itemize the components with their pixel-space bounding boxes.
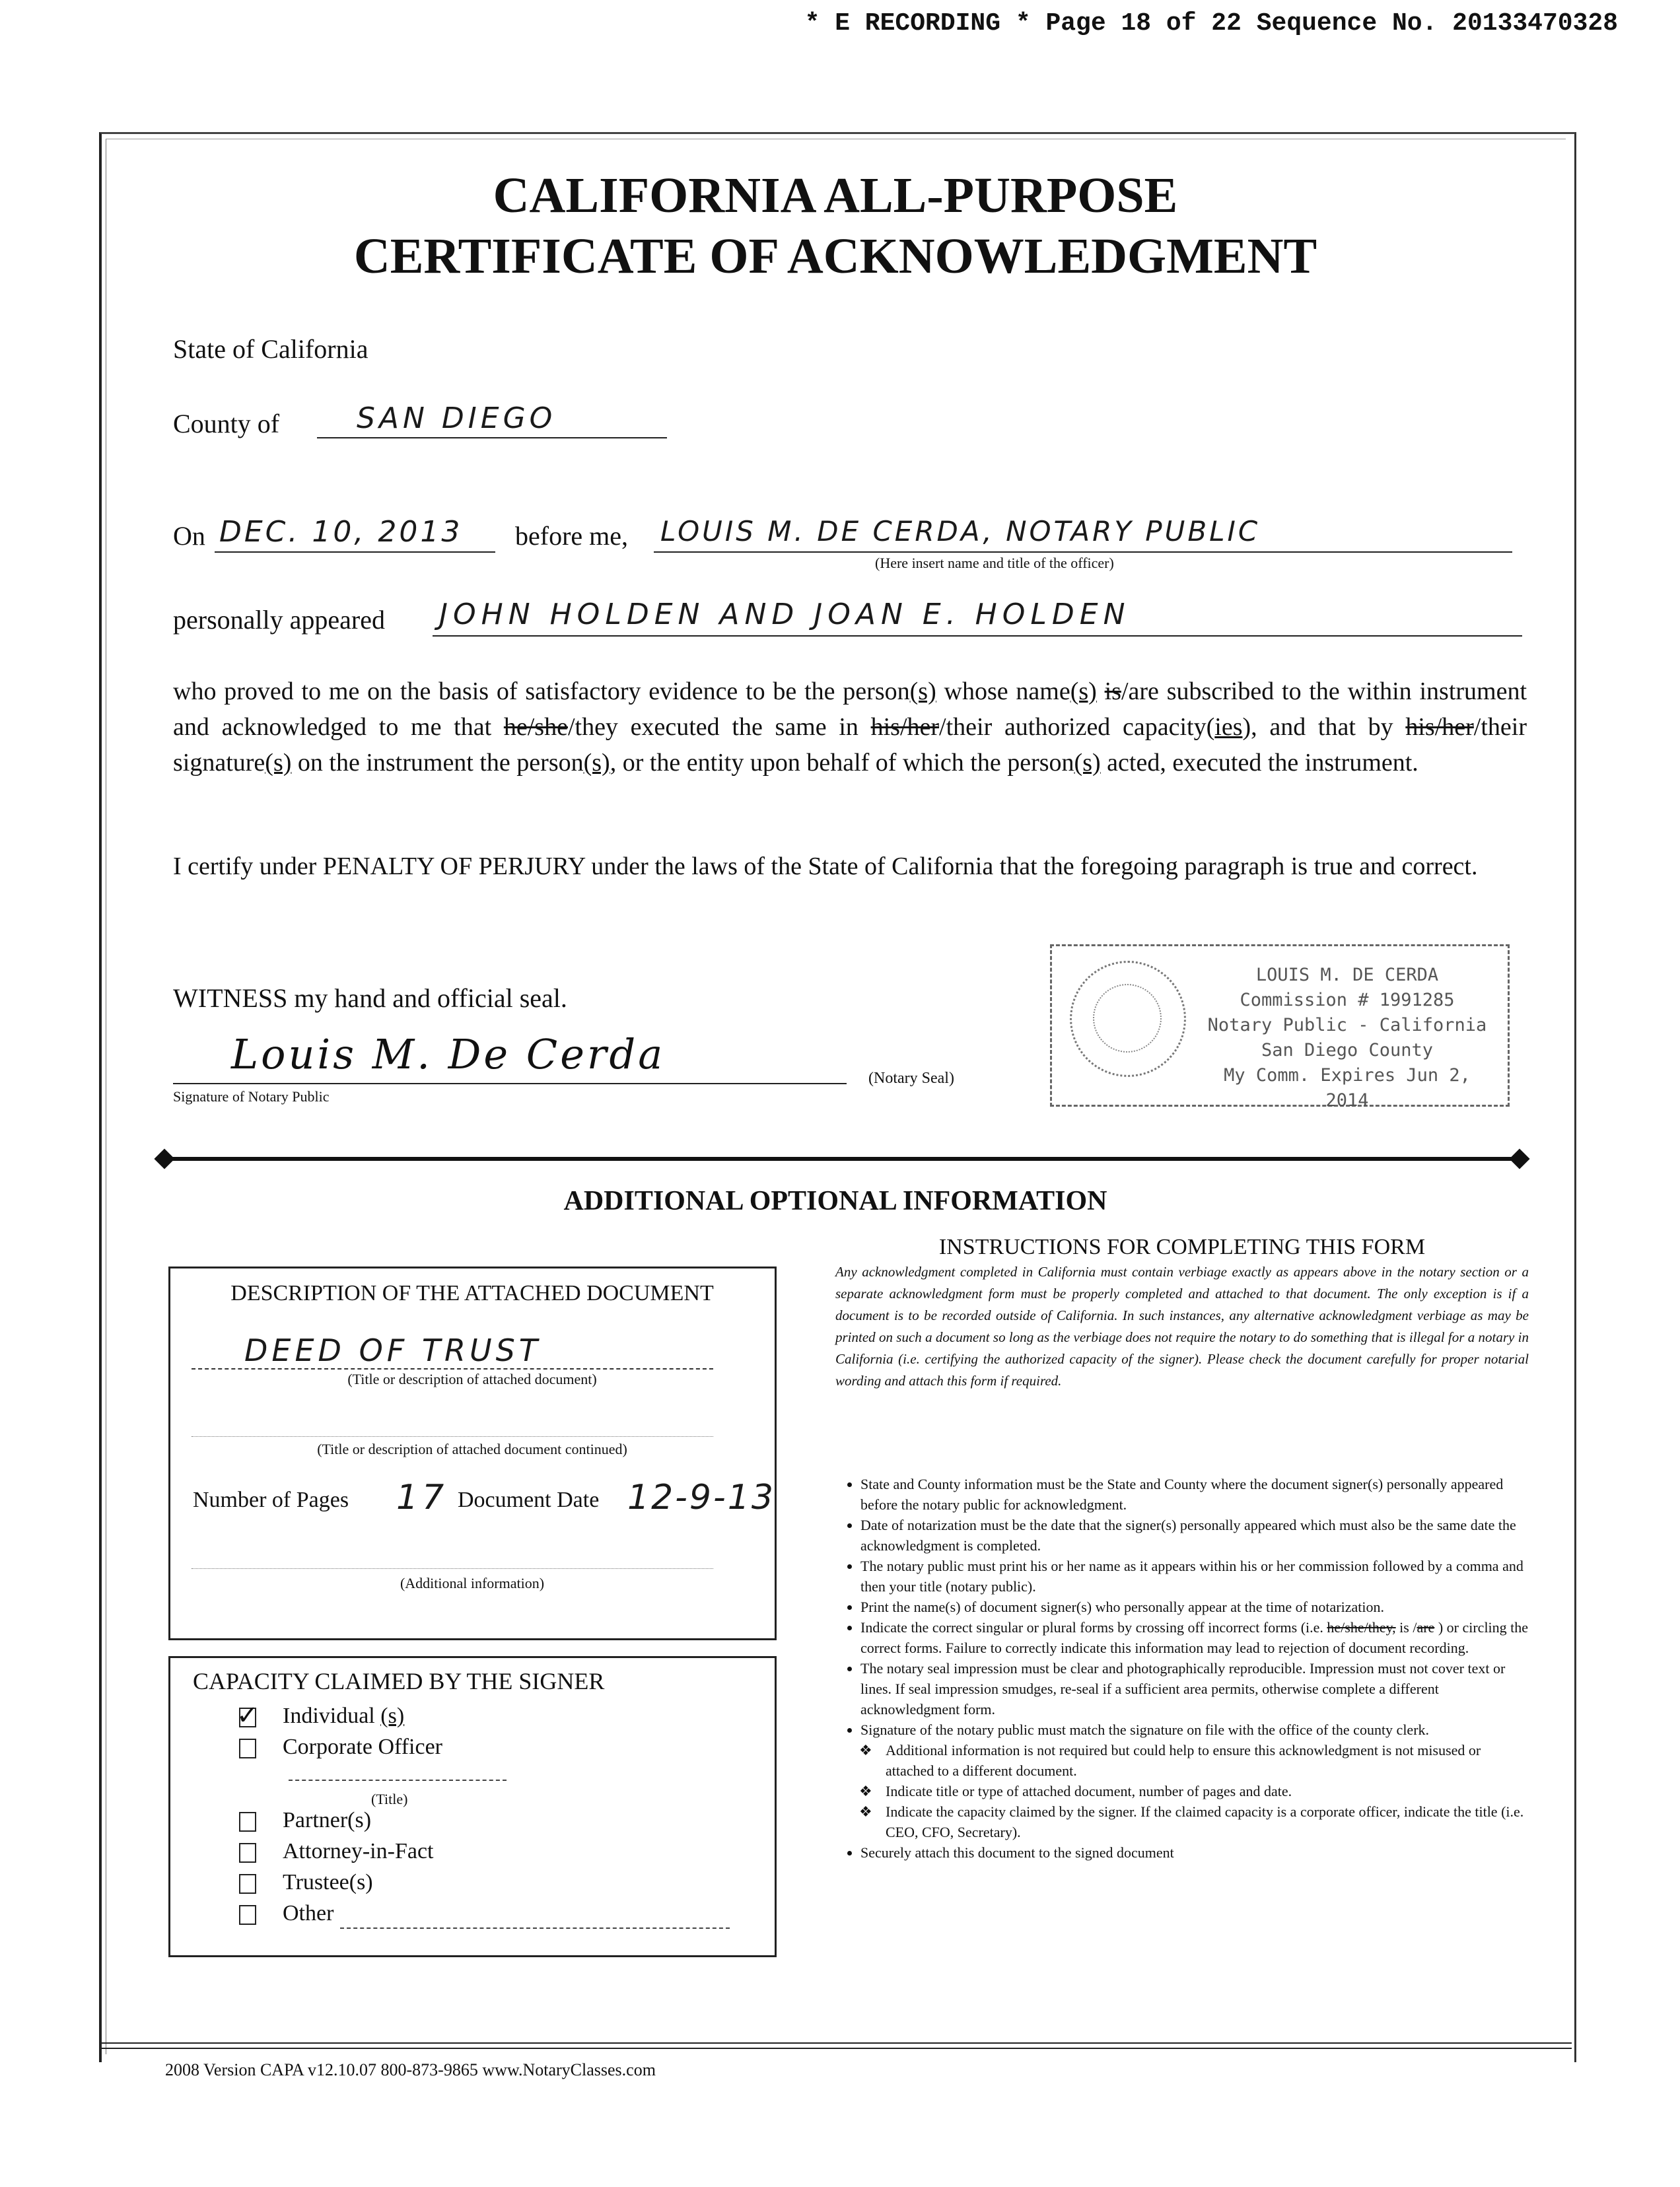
name-s-marked: (s) <box>1070 677 1097 705</box>
his-her-struck-2: his/her <box>1405 713 1474 741</box>
option-attorney[interactable] <box>239 1836 730 1867</box>
instruction-item: • State and County information must be the State and County where the document signer(s) personally appeared before the notary public for acknowledgment. <box>860 1474 1529 1515</box>
instruction-sublist <box>860 1740 1529 1842</box>
date-underline <box>215 551 495 553</box>
capacity-options <box>236 1700 730 1929</box>
additional-info-caption: (Additional information) <box>400 1575 545 1591</box>
bottom-rule <box>99 2042 1572 2049</box>
instruction-item <box>860 1719 1529 1842</box>
doc-title-cont-caption: (Title or description of attached document continued) <box>317 1441 627 1457</box>
on-label: On <box>173 521 205 551</box>
additional-info-underline <box>192 1568 713 1569</box>
other-field[interactable] <box>340 1908 730 1929</box>
his-her-struck: his/her <box>870 713 940 741</box>
partner-label: Partner(s) <box>283 1808 372 1832</box>
description-heading: DESCRIPTION OF THE ATTACHED DOCUMENT <box>230 1281 714 1305</box>
p1-text: /their authorized capacity( <box>939 713 1215 741</box>
instructions-list <box>835 1474 1529 1863</box>
attorney-checkbox[interactable] <box>239 1843 256 1863</box>
corporate-checkbox[interactable] <box>239 1739 256 1758</box>
county-underline <box>317 437 667 438</box>
p1-space <box>1097 677 1105 705</box>
seal-caption: (Notary Seal) <box>868 1070 954 1087</box>
corporate-title-underline <box>289 1780 507 1781</box>
doc-title-underline <box>192 1368 713 1370</box>
option-individual[interactable] <box>236 1700 730 1731</box>
pages-label: Number of Pages <box>193 1488 349 1512</box>
person-s-marked-2: (s) <box>583 749 610 777</box>
instruction-item <box>860 1617 1529 1658</box>
ies-marked: ies <box>1214 713 1243 741</box>
instruction-subitem: ❖ Indicate the capacity claimed by the signer. If the claimed capacity is a corporate officer, indicate the title (i.e. CEO, CFO, Secretary). <box>886 1801 1529 1842</box>
trustee-checkbox[interactable] <box>239 1874 256 1894</box>
doc-date-field[interactable]: 12-9-13 <box>627 1478 775 1517</box>
doc-title-cont-underline <box>192 1436 713 1437</box>
partner-checkbox[interactable] <box>239 1812 256 1832</box>
state-line: State of California <box>173 334 368 364</box>
appeared-underline <box>433 635 1522 637</box>
officer-field[interactable]: LOUIS M. DE CERDA, NOTARY PUBLIC <box>660 515 1261 547</box>
witness-text: WITNESS my hand and official seal. <box>173 983 567 1013</box>
individual-checkbox[interactable] <box>236 1700 259 1731</box>
notary-signature[interactable]: Louis M. De Cerda <box>231 1030 666 1078</box>
individual-suffix: (s) <box>380 1704 405 1728</box>
instruction-item: • Securely attach this document to the signed document <box>860 1842 1529 1863</box>
b5-text: ) or circling the correct forms. Failure to correctly indicate this information may lead to rejection of document recording. <box>860 1619 1529 1656</box>
county-field[interactable]: SAN DIEGO <box>357 401 557 435</box>
instruction-item: • The notary public must print his or her name as it appears within his or her commission followed by a comma and then your title (notary public). <box>860 1556 1529 1597</box>
officer-underline <box>654 551 1512 553</box>
section-divider <box>162 1157 1522 1161</box>
signature-caption: Signature of Notary Public <box>173 1088 330 1105</box>
form-footer: 2008 Version CAPA v12.10.07 800-873-9865 www.NotaryClasses.com <box>165 2060 656 2079</box>
acknowledgment-paragraph <box>173 674 1527 781</box>
instruction-subitem: ❖ Additional information is not required but could help to ensure this acknowledgment is not misused or attached to a different document. <box>886 1740 1529 1781</box>
title-line-2: CERTIFICATE OF ACKNOWLEDGMENT <box>353 228 1317 284</box>
notary-seal-stamp <box>1050 944 1512 1109</box>
person-s-marked: (s) <box>909 677 936 705</box>
before-me-label: before me, <box>515 521 629 551</box>
p1-text: /their signature <box>173 713 1527 777</box>
person-s-marked-3: (s) <box>1074 749 1101 777</box>
instructions-intro: Any acknowledgment completed in California must contain verbiage exactly as appears above in the notary section or a separate acknowledgment form must be properly completed and attached to that document. The only exception is if a document is to be recorded outside of California. In such instances, any alternative acknowledgment verbiage as may be printed on such a document so long as the verbiage does not require the notary to do something that is illegal for a notary in California (i.e. certifying the authorized capacity of the signer). Please check the document carefully for proper notarial wording and attach this form if required. <box>835 1264 1529 1389</box>
option-trustee[interactable] <box>239 1867 730 1898</box>
doc-date-label: Document Date <box>458 1488 600 1512</box>
seal-name: LOUIS M. DE CERDA <box>1255 965 1439 985</box>
individual-label: Individual <box>283 1704 375 1728</box>
other-checkbox[interactable] <box>239 1905 256 1925</box>
he-she-struck: he/she <box>503 713 568 741</box>
doc-title-caption: (Title or description of attached document) <box>347 1371 597 1387</box>
signature-s-marked: (s) <box>265 749 292 777</box>
perjury-paragraph: I certify under PENALTY OF PERJURY under the laws of the State of California that the foregoing paragraph is true and correct. <box>173 852 1478 880</box>
is-struck: is <box>1104 677 1121 705</box>
b7-text: Signature of the notary public must match the signature on file with the office of the county clerk. <box>860 1721 1430 1738</box>
option-corporate[interactable] <box>239 1731 730 1762</box>
instruction-subitem: ❖ Indicate title or type of attached document, number of pages and date. <box>886 1781 1529 1801</box>
seal-commission: Commission # 1991285 <box>1240 990 1455 1010</box>
form-title <box>99 165 1572 287</box>
instructions-heading: INSTRUCTIONS FOR COMPLETING THIS FORM <box>938 1235 1426 1259</box>
optional-heading: ADDITIONAL OPTIONAL INFORMATION <box>563 1186 1107 1216</box>
option-other[interactable] <box>239 1898 730 1929</box>
signature-underline <box>173 1083 847 1084</box>
seal-title: Notary Public - California <box>1207 1015 1487 1035</box>
b5-struck: he/she/they, <box>1327 1619 1396 1636</box>
other-label: Other <box>283 1901 334 1926</box>
option-partner[interactable] <box>239 1805 730 1836</box>
pages-field[interactable]: 17 <box>396 1478 448 1517</box>
p1-text: on the instrument the person <box>291 749 584 777</box>
seal-county: San Diego County <box>1261 1040 1434 1060</box>
check-mark-icon: ✓ <box>236 1700 259 1731</box>
trustee-label: Trustee(s) <box>283 1870 373 1894</box>
county-label: County of <box>173 409 280 438</box>
corporate-label: Corporate Officer <box>283 1735 442 1759</box>
p1-text: /are subscribed to the within instrument and acknowledged to me that <box>173 677 1527 741</box>
title-line-row <box>239 1762 730 1805</box>
instruction-item: • Date of notarization must be the date that the signer(s) personally appeared which must also be the same date the acknowledgment is completed. <box>860 1515 1529 1556</box>
capacity-heading: CAPACITY CLAIMED BY THE SIGNER <box>193 1668 605 1694</box>
seal-expiry: My Comm. Expires Jun 2, 2014 <box>1224 1065 1471 1111</box>
p1-text: , or the entity upon behalf of which the person <box>610 749 1074 777</box>
attorney-label: Attorney-in-Fact <box>283 1839 434 1863</box>
title-line-1: CALIFORNIA ALL-PURPOSE <box>493 168 1178 223</box>
acknowledgment-date-field[interactable]: DEC. 10, 2013 <box>219 515 463 549</box>
p1-text: ), and that by <box>1242 713 1406 741</box>
b5-text: Indicate the correct singular or plural forms by crossing off incorrect forms (i.e. <box>860 1619 1327 1636</box>
b5-struck: are <box>1417 1619 1435 1636</box>
p1-text: whose name <box>936 677 1070 705</box>
corporate-title-caption: (Title) <box>371 1791 408 1807</box>
recording-header: * E RECORDING * Page 18 of 22 Sequence No. 20133470328 <box>804 9 1618 38</box>
p1-text: acted, executed the instrument. <box>1100 749 1418 777</box>
appeared-field[interactable]: JOHN HOLDEN AND JOAN E. HOLDEN <box>439 598 1131 631</box>
p1-text: who proved to me on the basis of satisfactory evidence to be the person <box>173 677 910 705</box>
p1-text: /they executed the same in <box>567 713 871 741</box>
b5-text: is / <box>1395 1619 1417 1636</box>
seal-text <box>1199 963 1496 1113</box>
appeared-label: personally appeared <box>173 605 385 635</box>
seal-emblem-inner <box>1093 984 1162 1053</box>
document-title-field[interactable]: DEED OF TRUST <box>244 1333 542 1368</box>
instruction-item: • Print the name(s) of document signer(s) who personally appear at the time of notarization. <box>860 1597 1529 1617</box>
instruction-item: • The notary seal impression must be clear and photographically reproducible. Impression must not cover text or lines. If seal impression smudges, re-seal if a sufficient area permits, otherwise complete a different acknowledgment form. <box>860 1658 1529 1719</box>
officer-caption: (Here insert name and title of the officer) <box>875 555 1114 571</box>
